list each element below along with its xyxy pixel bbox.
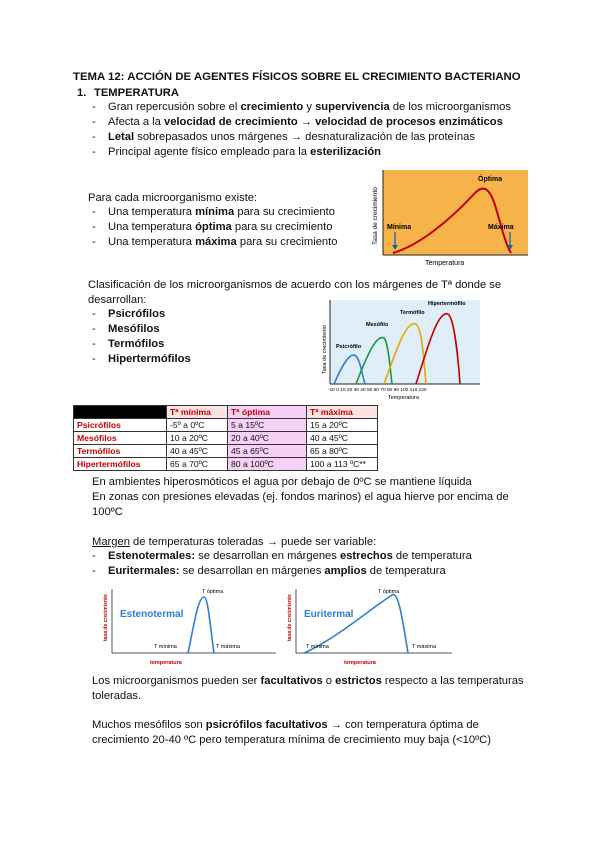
table-row [74,419,378,432]
x-axis-label: temperatura [344,660,376,666]
table-header-row [74,406,378,419]
bullet-dash: - [92,146,96,158]
classification-figure [320,296,482,400]
bullet-item: Una temperatura óptima para su crecimiento [108,221,333,233]
y-axis-label: tasa de crecimiento [287,594,293,641]
table-header-cell: Tª óptima [228,406,307,419]
paragraph-mesofilos: Muchos mesófilos son psicrófilos facultativos → con temperatura óptima de [92,719,479,731]
note-pressure: En zonas con presiones elevadas (ej. fondos marinos) el agua hierve por encima de [92,491,509,503]
hipertermofilo-label: Hipertermófilo [428,301,466,307]
bullet-dash: - [92,353,96,365]
paragraph-classification: Clasificación de los microorganismos de acuerdo con los márgenes de Tª donde se [88,279,502,291]
topt-label: T óptima [202,589,224,595]
section-number: 1. [77,87,87,99]
bullet-item: Una temperatura máxima para su crecimiento [108,236,338,248]
bullet-item: Una temperatura mínima para su crecimiento [108,206,335,218]
bullet-item: Termófilos [108,338,165,350]
table-header-cell [74,406,167,419]
paragraph-classification-cont: desarrollan: [88,294,147,306]
temperature-table [73,405,378,471]
table-cell: 40 a 45ºC [307,432,378,445]
bullet-item: Psicrófilos [108,308,166,320]
tmin-label: T mínima [154,644,177,650]
table-cell: 45 a 65ºC [228,445,307,458]
bullet-item: Euritermales: se desarrollan en márgenes amplios de temperatura [108,565,446,577]
x-axis-label: Temperatura [425,260,465,267]
maxima-label: Máxima [488,224,514,231]
bullet-dash: - [92,565,96,577]
bullet-item: Letal sobrepasados unos márgenes → desnaturalización de las proteínas [108,131,475,143]
paragraph-intro: Para cada microorganismo existe: [88,192,258,204]
bullet-item: Gran repercusión sobre el crecimiento y supervivencia de los microorganismos [108,101,511,113]
optima-label: Óptima [478,176,503,183]
paragraph-margen: Margen de temperaturas toleradas → puede ser variable: [92,536,377,548]
estenotermal-title: Estenotermal [120,609,184,620]
psicrofilo-label: Psicrófilo [336,344,362,350]
page-title: TEMA 12: ACCIÓN DE AGENTES FÍSICOS SOBRE EL CRECIMIENTO BACTERIANO [73,71,521,83]
tmax-label: T máxima [412,644,437,650]
table-cell: 5 a 15ºC [228,419,307,432]
table-cell: 40 a 45ºC [167,445,228,458]
paragraph-mesofilos-cont: crecimiento 20-40 ºC pero temperatura mínima de crecimiento muy baja (<10ºC) [92,734,491,746]
table-row [74,458,378,471]
table-cell: 15 a 20ºC [307,419,378,432]
table-cell: Termófilos [74,445,167,458]
termofilo-label: Termófilo [400,310,425,316]
bullet-dash: - [92,550,96,562]
paragraph-facultativos: Los microorganismos pueden ser facultativos o estrictos respecto a las temperaturas [92,675,524,687]
table-row [74,445,378,458]
note-hiperosmotic: En ambientes hiperosmóticos el agua por debajo de 0ºC se mantiene líquida [92,476,472,488]
bullet-item: Principal agente físico empleado para la esterilización [108,146,382,158]
bullet-dash: - [92,101,96,113]
bullet-item: Mesófilos [108,323,160,335]
table-cell: Psicrófilos [74,419,167,432]
table-row [74,432,378,445]
bullet-item: Estenotermales: se desarrollan en márgenes estrechos de temperatura [108,550,472,562]
tmin-label: T mínima [306,644,329,650]
bullet-item: Afecta a la velocidad de crecimiento → velocidad de procesos enzimáticos [108,116,503,128]
table-cell: 20 a 40ºC [228,432,307,445]
x-axis-label: Temperatura [388,395,419,400]
euritermal-title: Euritermal [304,609,354,620]
bullet-item: Hipertermófilos [108,353,191,365]
bullet-dash: - [92,206,96,218]
table-cell: Hipertermófilos [74,458,167,471]
growth-curve-figure [365,165,530,268]
minima-label: Mínima [387,224,412,231]
tmax-label: T máxima [216,644,241,650]
x-tick-labels: -10 0 10 20 30 40 50 60 70 80 90 100 110 120 [328,388,427,393]
euritermal-figure [284,585,456,667]
table-cell: 80 a 100ºC [228,458,307,471]
bullet-dash: - [92,116,96,128]
y-axis-label: Tasa de crecimiento [322,325,328,374]
section-title: TEMPERATURA [94,87,179,99]
table-cell: -5º a 0ºC [167,419,228,432]
table-header-cell: Tª máxima [307,406,378,419]
bullet-dash: - [92,221,96,233]
table-cell: Mesófilos [74,432,167,445]
y-axis-label: tasa de crecimiento [103,594,109,641]
note-pressure-cont: 100ºC [92,506,123,518]
paragraph-facultativos-cont: toleradas. [92,690,142,702]
x-axis-label: temperatura [150,660,182,666]
bullet-dash: - [92,236,96,248]
estenotermal-figure [100,585,280,667]
table-cell: 65 a 70ºC [167,458,228,471]
bullet-dash: - [92,323,96,335]
table-cell: 65 a 80ºC [307,445,378,458]
bullet-dash: - [92,308,96,320]
mesofilo-label: Mesófilo [366,322,389,328]
bullet-dash: - [92,131,96,143]
topt-label: T óptima [378,589,400,595]
table-cell: 100 a 113 ºC** [307,458,378,471]
bullet-dash: - [92,338,96,350]
table-cell: 10 a 20ºC [167,432,228,445]
table-header-cell: Tª mínima [167,406,228,419]
y-axis-label: Tasa de crecimiento [372,187,379,245]
